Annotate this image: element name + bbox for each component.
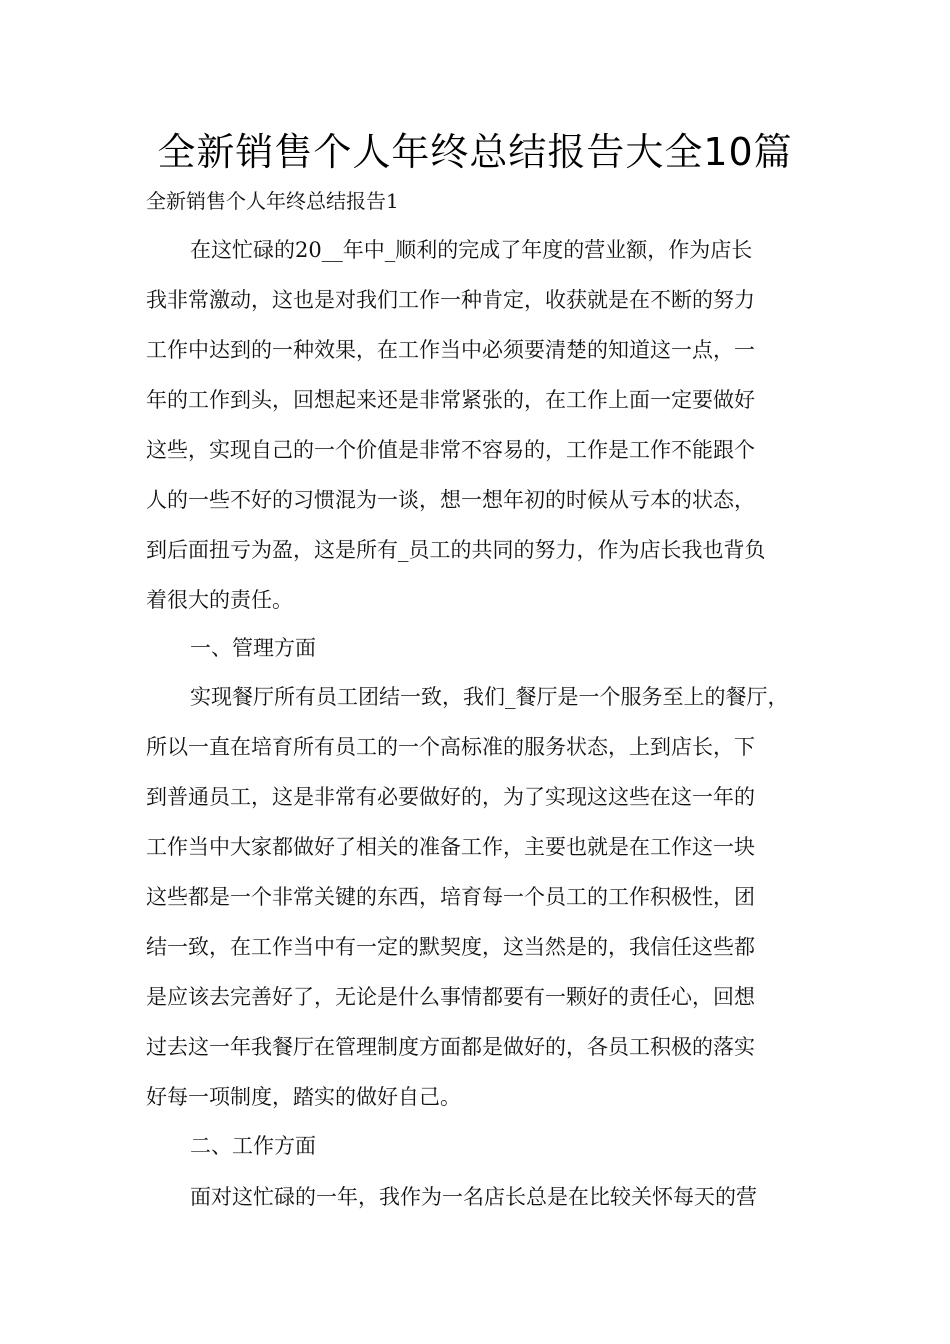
paragraph-line: 工作中达到的一种效果，在工作当中必须要清楚的知道这一点，一 <box>146 338 755 362</box>
paragraph-line: 工作当中大家都做好了相关的准备工作，主要也就是在工作这一块 <box>146 835 755 859</box>
paragraph-line: 人的一些不好的习惯混为一谈，想一想年初的时候从亏本的状态， <box>146 488 755 512</box>
section-subtitle: 全新销售个人年终总结报告1 <box>146 189 399 213</box>
section-heading-work: 二、工作方面 <box>190 1134 316 1158</box>
section-heading-management: 一、管理方面 <box>190 636 316 660</box>
paragraph-line: 结一致，在工作当中有一定的默契度，这当然是的，我信任这些都 <box>146 935 755 959</box>
paragraph-line: 好每一项制度，踏实的做好自己。 <box>146 1085 461 1109</box>
paragraph-line: 这些都是一个非常关键的东西，培育每一个员工的工作积极性，团 <box>146 885 755 909</box>
paragraph-line: 到普通员工，这是非常有必要做好的，为了实现这这些在这一年的 <box>146 785 755 809</box>
paragraph-line: 到后面扭亏为盈，这是所有_员工的共同的努力，作为店长我也背负 <box>146 538 766 562</box>
document-title: 全新销售个人年终总结报告大全10篇 <box>157 130 793 174</box>
paragraph-line: 着很大的责任。 <box>146 588 293 612</box>
paragraph-line: 是应该去完善好了，无论是什么事情都要有一颗好的责任心，回想 <box>146 985 755 1009</box>
paragraph-line: 在这忙碌的20__年中_顺利的完成了年度的营业额，作为店长 <box>190 238 753 262</box>
paragraph-line: 面对这忙碌的一年，我作为一名店长总是在比较关怀每天的营 <box>190 1185 757 1209</box>
paragraph-line: 我非常激动，这也是对我们工作一种肯定，收获就是在不断的努力 <box>146 288 755 312</box>
paragraph-line: 这些，实现自己的一个价值是非常不容易的，工作是工作不能跟个 <box>146 438 755 462</box>
paragraph-line: 过去这一年我餐厅在管理制度方面都是做好的，各员工积极的落实 <box>146 1035 755 1059</box>
paragraph-line: 年的工作到头，回想起来还是非常紧张的，在工作上面一定要做好 <box>146 388 755 412</box>
paragraph-line: 所以一直在培育所有员工的一个高标准的服务状态，上到店长，下 <box>146 735 755 759</box>
paragraph-line: 实现餐厅所有员工团结一致，我们_餐厅是一个服务至上的餐厅， <box>190 685 789 709</box>
